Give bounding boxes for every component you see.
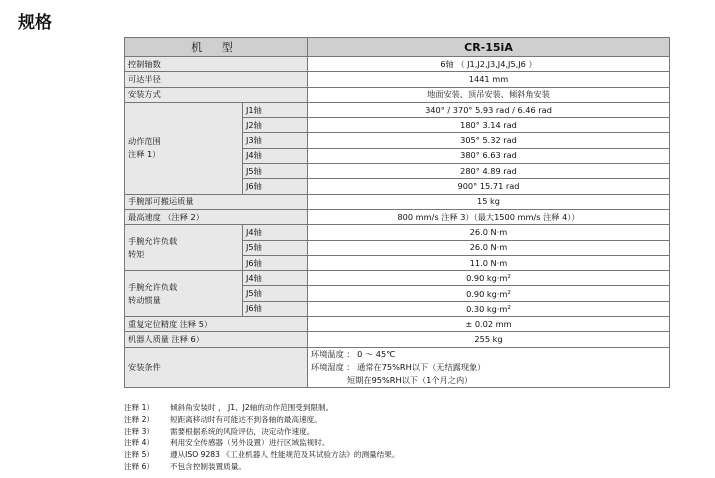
note-text: 需要根据系统的风险评估，决定动作速度。 [170, 426, 315, 436]
control-axes-label: 控制轴数 [125, 57, 308, 72]
wrist-inertia-label: 手腕允许负载 转动惯量 [125, 271, 243, 317]
install-value [308, 347, 670, 387]
control-axes-row [125, 57, 670, 72]
motion-range-row [125, 102, 670, 117]
wrist-torque-value: 26.0 N·m [308, 240, 670, 255]
spec-table [124, 37, 670, 388]
motion-range-value: 380° 6.63 rad [308, 148, 670, 163]
wrist-inertia-axis: J5轴 [243, 286, 308, 301]
page-heading: 规格 [18, 13, 52, 33]
note-tag: 注释 4） [124, 438, 155, 448]
motion-range-value: 280° 4.89 rad [308, 164, 670, 179]
payload-label: 手腕部可搬运质量 [125, 194, 308, 209]
install-line: 环境湿度 ： 通常在75%RH以下（无结露现象） [311, 361, 486, 372]
control-axes-value: 6轴 （ J1,J2,J3,J4,J5,J6 ） [308, 57, 670, 72]
wrist-inertia-value: 0.30 $kg\cdot m^2$ [308, 301, 670, 316]
max-speed-row [125, 209, 670, 224]
install-row [125, 347, 670, 387]
robot-mass-label: 机器人质量 注释 6） [125, 332, 308, 347]
motion-range-axis: J6轴 [243, 179, 308, 194]
note-text: 短距离移动时有可能达不到各轴的最高速度。 [170, 414, 322, 424]
install-line: 短期在95%RH以下（1个月之内） [347, 374, 473, 385]
note-text: 不包含控制装置质量。 [170, 461, 246, 471]
motion-range-value: 180° 3.14 rad [308, 118, 670, 133]
wrist-torque-label: 手腕允许负载 转矩 [125, 225, 243, 271]
header-model-value: CR-15iA [308, 38, 670, 57]
install-line: 环境温度 ： 0 ～ 45℃ [311, 348, 396, 359]
note-item [124, 461, 399, 473]
payload-value: 15 kg [308, 194, 670, 209]
note-item [124, 449, 399, 461]
wrist-inertia-row [125, 271, 670, 286]
max-speed-label: 最高速度 （注释 2） [125, 209, 308, 224]
wrist-torque-row [125, 225, 670, 240]
repeatability-label: 重复定位精度 注释 5） [125, 317, 308, 332]
wrist-torque-axis: J6轴 [243, 255, 308, 270]
note-tag: 注释 3） [124, 426, 155, 436]
note-tag: 注释 5） [124, 450, 155, 460]
mount-type-row [125, 87, 670, 102]
note-item [124, 402, 399, 414]
motion-range-axis: J2轴 [243, 118, 308, 133]
robot-mass-value: 255 kg [308, 332, 670, 347]
wrist-inertia-value: 0.90 $kg\cdot m^2$ [308, 271, 670, 286]
note-text: 利用安全传感器（另外设置）进行区域监视时。 [170, 438, 330, 448]
note-item [124, 437, 399, 449]
motion-range-value: 900° 15.71 rad [308, 179, 670, 194]
wrist-inertia-axis: J6轴 [243, 301, 308, 316]
header-model-label: 机 型 [125, 38, 308, 57]
note-item [124, 414, 399, 426]
note-item [124, 426, 399, 438]
note-text: 倾斜角安装时 ， J1、J2轴的动作范围受到限制。 [170, 403, 334, 412]
motion-range-value: 305° 5.32 rad [308, 133, 670, 148]
repeatability-value: ± 0.02 mm [308, 317, 670, 332]
mount-type-value: 地面安装、顶吊安装、倾斜角安装 [308, 87, 670, 102]
max-speed-value: 800 mm/s 注释 3）（最大1500 mm/s 注释 4）） [308, 209, 670, 224]
install-label: 安装条件 [125, 347, 308, 387]
motion-range-axis: J4轴 [243, 148, 308, 163]
payload-row [125, 194, 670, 209]
robot-mass-row [125, 332, 670, 347]
wrist-torque-value: 26.0 N·m [308, 225, 670, 240]
header-row [125, 38, 670, 57]
repeatability-row [125, 317, 670, 332]
reach-value: 1441 mm [308, 72, 670, 87]
wrist-torque-value: 11.0 N·m [308, 255, 670, 270]
motion-range-label: 动作范围 注释 1） [125, 102, 243, 194]
wrist-torque-axis: J5轴 [243, 240, 308, 255]
motion-range-axis: J1轴 [243, 102, 308, 117]
reach-label: 可达半径 [125, 72, 308, 87]
reach-row [125, 72, 670, 87]
wrist-inertia-value: 0.90 $kg\cdot m^2$ [308, 286, 670, 301]
mount-type-label: 安装方式 [125, 87, 308, 102]
note-text: 遵从ISO 9283 《工业机器人 性能规范及其试验方法》的测量结果。 [170, 450, 400, 460]
motion-range-axis: J5轴 [243, 164, 308, 179]
wrist-inertia-axis: J4轴 [243, 271, 308, 286]
notes-list [124, 402, 399, 473]
note-tag: 注释 6） [124, 461, 155, 471]
motion-range-axis: J3轴 [243, 133, 308, 148]
note-tag: 注释 2） [124, 414, 155, 424]
motion-range-value: 340° / 370° 5.93 rad / 6.46 rad [308, 102, 670, 117]
wrist-torque-axis: J4轴 [243, 225, 308, 240]
note-tag: 注释 1） [124, 403, 155, 412]
